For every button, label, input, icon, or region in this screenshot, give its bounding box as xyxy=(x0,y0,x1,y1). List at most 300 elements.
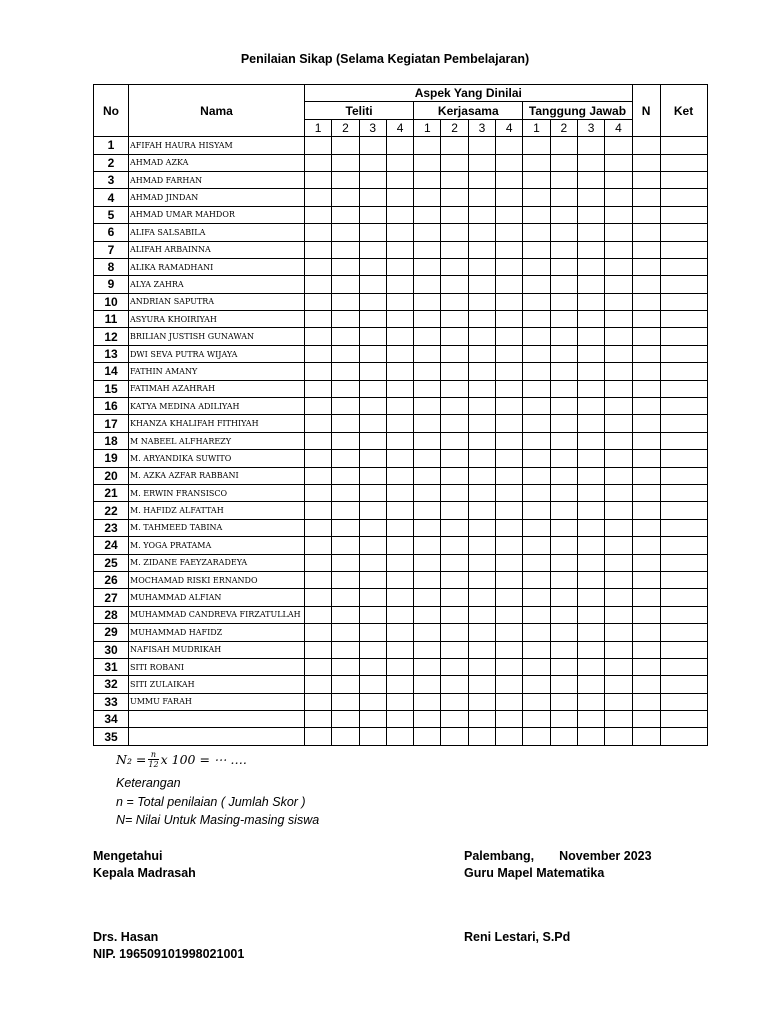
score-cell xyxy=(550,345,577,362)
signature-left-name-block xyxy=(93,929,244,963)
score-cell xyxy=(577,537,604,554)
score-cell xyxy=(468,606,495,623)
score-header: 4 xyxy=(496,119,523,136)
score-cell xyxy=(577,641,604,658)
ket-cell xyxy=(660,554,707,571)
ket-cell xyxy=(660,450,707,467)
ket-cell xyxy=(660,154,707,171)
score-cell xyxy=(550,606,577,623)
score-cell xyxy=(441,432,468,449)
score-cell xyxy=(605,467,632,484)
score-cell xyxy=(550,258,577,275)
score-cell xyxy=(441,224,468,241)
student-name: AFIFAH HAURA HISYAM xyxy=(129,137,305,154)
row-number: 2 xyxy=(94,154,129,171)
score-cell xyxy=(305,224,332,241)
score-cell xyxy=(414,554,441,571)
score-cell xyxy=(550,154,577,171)
score-cell xyxy=(468,241,495,258)
score-cell xyxy=(359,537,386,554)
score-cell xyxy=(577,693,604,710)
score-cell xyxy=(332,224,359,241)
score-cell xyxy=(496,258,523,275)
score-cell xyxy=(577,502,604,519)
score-cell xyxy=(550,328,577,345)
score-cell xyxy=(550,137,577,154)
score-cell xyxy=(414,624,441,641)
aspect-header-teliti: Teliti xyxy=(305,102,414,119)
score-cell xyxy=(577,363,604,380)
score-cell xyxy=(414,189,441,206)
formula xyxy=(116,750,247,769)
score-cell xyxy=(414,311,441,328)
score-cell xyxy=(386,554,413,571)
score-cell xyxy=(577,398,604,415)
score-cell xyxy=(441,554,468,571)
score-cell xyxy=(577,554,604,571)
score-cell xyxy=(550,311,577,328)
score-cell xyxy=(414,432,441,449)
score-cell xyxy=(523,363,550,380)
score-cell xyxy=(441,293,468,310)
score-cell xyxy=(386,189,413,206)
score-cell xyxy=(441,676,468,693)
student-name: SITI ROBANI xyxy=(129,658,305,675)
student-name: ALIKA RAMADHANI xyxy=(129,258,305,275)
score-cell xyxy=(577,432,604,449)
n-cell xyxy=(632,241,660,258)
score-cell xyxy=(523,293,550,310)
score-cell xyxy=(468,693,495,710)
score-cell xyxy=(468,728,495,745)
score-cell xyxy=(414,171,441,188)
score-cell xyxy=(605,450,632,467)
page-title: Penilaian Sikap (Selama Kegiatan Pembelajaran) xyxy=(240,52,530,66)
score-cell xyxy=(468,276,495,293)
score-cell xyxy=(441,137,468,154)
score-cell xyxy=(386,519,413,536)
score-cell xyxy=(359,276,386,293)
table-row xyxy=(94,502,708,519)
score-cell xyxy=(414,206,441,223)
score-cell xyxy=(305,554,332,571)
score-cell xyxy=(605,241,632,258)
n-cell xyxy=(632,293,660,310)
score-cell xyxy=(523,658,550,675)
score-cell xyxy=(305,328,332,345)
n-cell xyxy=(632,693,660,710)
score-cell xyxy=(605,554,632,571)
score-cell xyxy=(550,189,577,206)
score-cell xyxy=(550,398,577,415)
score-cell xyxy=(523,276,550,293)
score-cell xyxy=(550,276,577,293)
ket-cell xyxy=(660,624,707,641)
score-cell xyxy=(577,450,604,467)
score-cell xyxy=(359,450,386,467)
ket-cell xyxy=(660,363,707,380)
score-cell xyxy=(550,415,577,432)
score-cell xyxy=(305,258,332,275)
score-cell xyxy=(468,224,495,241)
table-row xyxy=(94,293,708,310)
score-cell xyxy=(441,258,468,275)
score-cell xyxy=(359,189,386,206)
score-cell xyxy=(496,398,523,415)
row-number: 15 xyxy=(94,380,129,397)
score-cell xyxy=(468,293,495,310)
score-header: 4 xyxy=(605,119,632,136)
score-cell xyxy=(605,137,632,154)
n-cell xyxy=(632,624,660,641)
score-cell xyxy=(496,345,523,362)
score-cell xyxy=(386,276,413,293)
score-cell xyxy=(386,484,413,501)
score-cell xyxy=(496,571,523,588)
score-cell xyxy=(441,363,468,380)
table-row xyxy=(94,519,708,536)
score-cell xyxy=(468,624,495,641)
score-cell xyxy=(414,728,441,745)
student-name: KHANZA KHALIFAH FITHIYAH xyxy=(129,415,305,432)
ket-cell xyxy=(660,311,707,328)
ket-cell xyxy=(660,380,707,397)
score-cell xyxy=(605,345,632,362)
score-cell xyxy=(305,363,332,380)
row-number: 34 xyxy=(94,711,129,728)
score-cell xyxy=(414,693,441,710)
score-cell xyxy=(496,415,523,432)
score-cell xyxy=(441,241,468,258)
row-number: 1 xyxy=(94,137,129,154)
score-cell xyxy=(386,571,413,588)
table-row xyxy=(94,450,708,467)
score-cell xyxy=(414,450,441,467)
score-cell xyxy=(305,711,332,728)
score-cell xyxy=(332,589,359,606)
n-cell xyxy=(632,571,660,588)
student-name: UMMU FARAH xyxy=(129,693,305,710)
score-cell xyxy=(414,589,441,606)
score-cell xyxy=(441,571,468,588)
score-cell xyxy=(305,345,332,362)
n-cell xyxy=(632,658,660,675)
n-cell xyxy=(632,484,660,501)
score-cell xyxy=(386,363,413,380)
score-cell xyxy=(468,380,495,397)
score-cell xyxy=(577,658,604,675)
score-cell xyxy=(468,711,495,728)
score-cell xyxy=(577,241,604,258)
score-cell xyxy=(468,137,495,154)
score-cell xyxy=(332,606,359,623)
score-cell xyxy=(523,484,550,501)
score-cell xyxy=(605,398,632,415)
score-cell xyxy=(441,606,468,623)
ket-cell xyxy=(660,641,707,658)
signature-right-name-block xyxy=(464,929,570,946)
score-cell xyxy=(523,258,550,275)
score-cell xyxy=(550,224,577,241)
score-cell xyxy=(523,345,550,362)
score-cell xyxy=(577,624,604,641)
score-cell xyxy=(496,728,523,745)
ket-cell xyxy=(660,502,707,519)
score-cell xyxy=(468,519,495,536)
score-cell xyxy=(359,606,386,623)
score-cell xyxy=(550,658,577,675)
notes-line-1: n = Total penilaian ( Jumlah Skor ) xyxy=(116,794,306,809)
row-number: 20 xyxy=(94,467,129,484)
score-cell xyxy=(441,398,468,415)
score-cell xyxy=(496,189,523,206)
score-cell xyxy=(305,189,332,206)
student-name: ANDRIAN SAPUTRA xyxy=(129,293,305,310)
row-number: 18 xyxy=(94,432,129,449)
score-cell xyxy=(523,450,550,467)
score-cell xyxy=(523,206,550,223)
ket-cell xyxy=(660,658,707,675)
table-row xyxy=(94,537,708,554)
n-cell xyxy=(632,189,660,206)
score-cell xyxy=(332,258,359,275)
ket-cell xyxy=(660,189,707,206)
score-cell xyxy=(605,676,632,693)
score-cell xyxy=(305,571,332,588)
score-cell xyxy=(305,380,332,397)
row-number: 32 xyxy=(94,676,129,693)
score-cell xyxy=(359,241,386,258)
score-cell xyxy=(605,641,632,658)
score-cell xyxy=(523,224,550,241)
aspect-header-tanggung-jawab: Tanggung Jawab xyxy=(523,102,632,119)
ket-cell xyxy=(660,293,707,310)
score-cell xyxy=(332,693,359,710)
table-row xyxy=(94,311,708,328)
score-cell xyxy=(577,189,604,206)
score-cell xyxy=(359,484,386,501)
score-cell xyxy=(523,571,550,588)
row-number: 16 xyxy=(94,398,129,415)
score-cell xyxy=(414,137,441,154)
score-cell xyxy=(359,415,386,432)
row-number: 14 xyxy=(94,363,129,380)
score-cell xyxy=(577,519,604,536)
formula-lhs: N₂ = xyxy=(116,752,147,767)
row-number: 30 xyxy=(94,641,129,658)
n-cell xyxy=(632,171,660,188)
score-cell xyxy=(523,589,550,606)
score-cell xyxy=(359,380,386,397)
score-cell xyxy=(496,519,523,536)
score-cell xyxy=(496,311,523,328)
row-number: 7 xyxy=(94,241,129,258)
student-name: M NABEEL ALFHAREZY xyxy=(129,432,305,449)
score-cell xyxy=(550,467,577,484)
row-number: 33 xyxy=(94,693,129,710)
score-cell xyxy=(386,676,413,693)
table-row xyxy=(94,241,708,258)
score-cell xyxy=(305,658,332,675)
score-cell xyxy=(332,676,359,693)
score-cell xyxy=(332,171,359,188)
score-cell xyxy=(441,206,468,223)
score-cell xyxy=(550,171,577,188)
score-cell xyxy=(550,676,577,693)
sig-left-line1: Mengetahui xyxy=(93,849,163,863)
score-cell xyxy=(550,450,577,467)
sig-place: Palembang, xyxy=(464,849,535,863)
score-cell xyxy=(332,154,359,171)
score-cell xyxy=(577,415,604,432)
score-cell xyxy=(414,328,441,345)
score-cell xyxy=(523,554,550,571)
sig-left-line2: Kepala Madrasah xyxy=(93,866,196,880)
score-cell xyxy=(468,641,495,658)
score-cell xyxy=(441,502,468,519)
score-cell xyxy=(496,502,523,519)
score-cell xyxy=(577,154,604,171)
score-cell xyxy=(386,641,413,658)
score-cell xyxy=(441,589,468,606)
score-cell xyxy=(386,624,413,641)
col-header-nama: Nama xyxy=(129,85,305,137)
table-row xyxy=(94,484,708,501)
student-name: AHMAD FARHAN xyxy=(129,171,305,188)
score-cell xyxy=(332,293,359,310)
formula-rhs: x 100 = ⋯ …. xyxy=(160,752,247,767)
score-cell xyxy=(359,311,386,328)
score-cell xyxy=(386,711,413,728)
ket-cell xyxy=(660,415,707,432)
col-header-n: N xyxy=(632,85,660,137)
score-cell xyxy=(523,467,550,484)
score-cell xyxy=(496,276,523,293)
score-cell xyxy=(414,398,441,415)
score-cell xyxy=(359,345,386,362)
score-cell xyxy=(359,328,386,345)
score-cell xyxy=(359,571,386,588)
score-cell xyxy=(577,728,604,745)
score-cell xyxy=(332,363,359,380)
table-row xyxy=(94,467,708,484)
table-row xyxy=(94,606,708,623)
score-cell xyxy=(386,206,413,223)
n-cell xyxy=(632,728,660,745)
score-cell xyxy=(605,571,632,588)
ket-cell xyxy=(660,537,707,554)
score-cell xyxy=(523,137,550,154)
score-cell xyxy=(305,676,332,693)
score-cell xyxy=(305,137,332,154)
score-header: 1 xyxy=(414,119,441,136)
sig-date: November 2023 xyxy=(559,849,652,863)
score-cell xyxy=(468,658,495,675)
student-name: M. HAFIDZ ALFATTAH xyxy=(129,502,305,519)
student-name: MOCHAMAD RISKI ERNANDO xyxy=(129,571,305,588)
score-cell xyxy=(332,554,359,571)
score-cell xyxy=(386,502,413,519)
score-cell xyxy=(386,658,413,675)
score-cell xyxy=(496,171,523,188)
score-cell xyxy=(386,293,413,310)
score-cell xyxy=(523,693,550,710)
score-cell xyxy=(305,606,332,623)
row-number: 13 xyxy=(94,345,129,362)
n-cell xyxy=(632,328,660,345)
score-cell xyxy=(441,467,468,484)
score-cell xyxy=(550,241,577,258)
sig-place-date xyxy=(464,848,652,865)
score-header: 1 xyxy=(523,119,550,136)
score-cell xyxy=(523,519,550,536)
score-cell xyxy=(577,345,604,362)
score-cell xyxy=(605,258,632,275)
score-cell xyxy=(359,224,386,241)
score-cell xyxy=(468,415,495,432)
score-cell xyxy=(386,537,413,554)
score-cell xyxy=(359,293,386,310)
score-cell xyxy=(332,137,359,154)
score-cell xyxy=(441,728,468,745)
score-cell xyxy=(441,171,468,188)
ket-cell xyxy=(660,345,707,362)
score-cell xyxy=(496,328,523,345)
table-row xyxy=(94,380,708,397)
score-cell xyxy=(414,293,441,310)
score-cell xyxy=(332,432,359,449)
table-row xyxy=(94,189,708,206)
ket-cell xyxy=(660,206,707,223)
ket-cell xyxy=(660,728,707,745)
score-cell xyxy=(496,484,523,501)
score-cell xyxy=(550,693,577,710)
table-row xyxy=(94,676,708,693)
score-header: 2 xyxy=(332,119,359,136)
score-cell xyxy=(305,502,332,519)
score-cell xyxy=(468,467,495,484)
n-cell xyxy=(632,711,660,728)
n-cell xyxy=(632,589,660,606)
score-cell xyxy=(468,363,495,380)
score-cell xyxy=(414,154,441,171)
score-cell xyxy=(386,241,413,258)
score-cell xyxy=(386,606,413,623)
score-cell xyxy=(441,415,468,432)
score-cell xyxy=(386,432,413,449)
student-name: AHMAD JINDAN xyxy=(129,189,305,206)
score-cell xyxy=(332,519,359,536)
student-name: MUHAMMAD HAFIDZ xyxy=(129,624,305,641)
score-cell xyxy=(305,432,332,449)
score-cell xyxy=(359,624,386,641)
ket-cell xyxy=(660,171,707,188)
table-row xyxy=(94,641,708,658)
score-cell xyxy=(468,328,495,345)
score-cell xyxy=(414,380,441,397)
score-cell xyxy=(359,728,386,745)
score-cell xyxy=(605,206,632,223)
ket-cell xyxy=(660,484,707,501)
aspect-header-kerjasama: Kerjasama xyxy=(414,102,523,119)
score-cell xyxy=(441,711,468,728)
score-header: 3 xyxy=(468,119,495,136)
score-cell xyxy=(305,206,332,223)
score-cell xyxy=(305,450,332,467)
row-number: 4 xyxy=(94,189,129,206)
table-row xyxy=(94,728,708,745)
score-cell xyxy=(414,345,441,362)
